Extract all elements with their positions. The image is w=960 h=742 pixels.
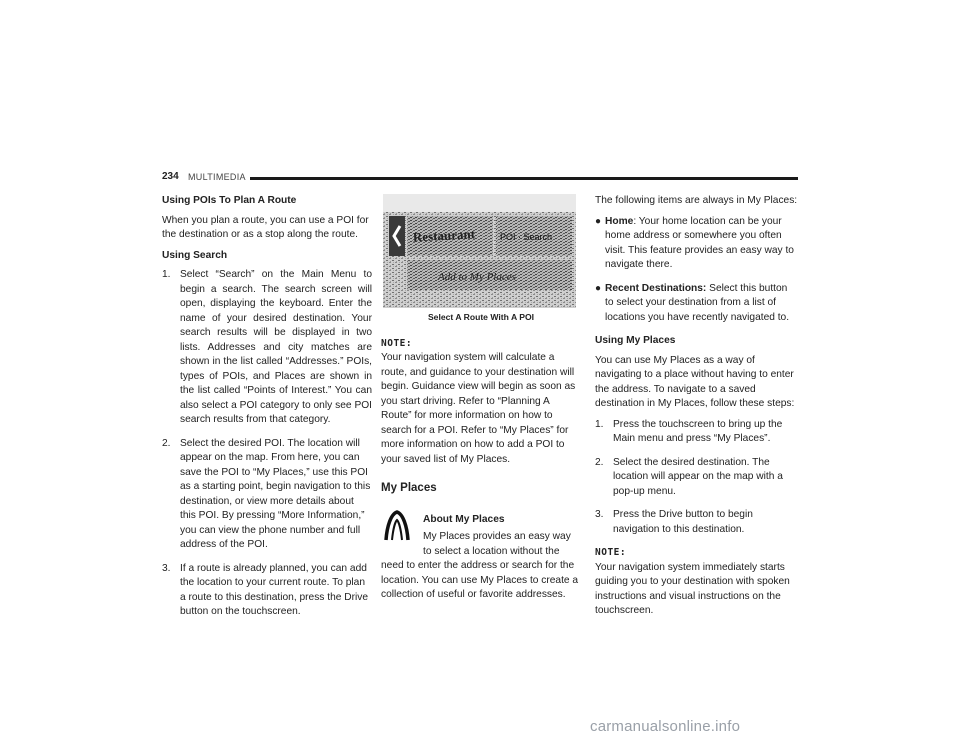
list-item	[162, 562, 372, 620]
list-item	[595, 215, 798, 273]
column-left	[162, 194, 372, 629]
about-text: My Places provides an easy way to select a location without the need to enter the address or search for the location. You can use My Places to create a collection of useful or favorite addresses.	[381, 531, 579, 600]
my-places-icon	[381, 508, 413, 542]
subheading-using-my-places: Using My Places	[595, 335, 676, 346]
using-places-intro: You can use My Places as a way of navigating to a place without having to enter the address. To navigate to a saved destination in My Places, follow these steps:	[595, 354, 795, 409]
header-rule	[250, 177, 798, 180]
step-text: If a route is already planned, you can add the location to your current route. To plan a route to this destination, press the Drive button on the touchscreen.	[180, 562, 369, 617]
heading-my-places: My Places	[381, 482, 437, 494]
step-text: Press the Drive button to begin navigation to this destination.	[613, 509, 753, 535]
about-my-places-block	[381, 508, 581, 603]
svg-text:POI · Search: POI · Search	[500, 232, 553, 242]
list-item	[162, 437, 372, 553]
note-text: Your navigation system immediately starts guiding you to your destination with spoken instructions and visual instructions on the touchscreen.	[595, 561, 790, 616]
intro-paragraph: When you plan a route, you can use a POI for the destination or as a stop along the route.	[162, 214, 369, 240]
list-item	[595, 418, 798, 447]
note-text: Your navigation system will calculate a route, and guidance to your destination will begin. Guidance view will begin as soon as you start driving. Refer to “Planning A Route” for more information on how to search for a POI. Refer to “My Places” for more information on how to add a POI to your saved list of My Places.	[381, 352, 576, 465]
step-text: Select the desired POI. The location will appear on the map. From here, you can save the POI to “My Places,” use this POI as a starting point, begin navigation to this destination, or view more details about this POI. By pressing “More Information,” you can view the phone number and full address of the POI.	[180, 437, 371, 550]
subheading-about-my-places: About My Places	[423, 513, 505, 525]
bullet-term: Recent Destinations:	[605, 282, 707, 294]
step-text: Select “Search” on the Main Menu to begin a search. The search screen will open, displaying the keyboard. Enter the name of your desired destination. Your search results will be displayed in two lists. Addresses and city matches are shown in the list called “Addresses.” POIs, types of POIs, and Places are shown in the list called “Points of Interest.” You can also select a POI category to only see POI search results from that category.	[180, 269, 372, 425]
list-item	[595, 456, 798, 500]
back-arrow-button-graphic	[389, 216, 405, 256]
svg-text:Add to My Places: Add to My Places	[438, 271, 516, 283]
step-text: Select the desired destination. The location will appear on the map with a pop-up menu.	[613, 456, 783, 497]
my-places-steps-list	[595, 418, 798, 538]
step-number: 3.	[595, 509, 604, 520]
search-steps-list	[162, 268, 372, 620]
note-label: NOTE:	[595, 547, 627, 558]
step-number: 1.	[595, 418, 604, 430]
watermark-link[interactable]: carmanualsonline.info	[590, 718, 741, 735]
column-right	[595, 194, 798, 625]
bullet-term: Home	[605, 215, 634, 227]
step-number: 2.	[162, 437, 171, 449]
list-item	[595, 282, 798, 326]
touchscreen-illustration	[383, 194, 576, 308]
heading-using-pois: Using POIs To Plan A Route	[162, 195, 297, 206]
step-number: 1.	[162, 269, 171, 280]
list-item	[162, 268, 372, 428]
bullet-icon: ●	[595, 215, 602, 227]
list-item	[595, 508, 798, 537]
subheading-using-search: Using Search	[162, 249, 228, 261]
step-number: 3.	[162, 562, 171, 574]
bullet-text: : Your home location can be your home address or somewhere you often visit. This feature provides an easy way to navigate there.	[605, 215, 794, 270]
section-title: MULTIMEDIA	[188, 172, 246, 182]
bullet-icon: ●	[595, 282, 602, 294]
column-middle	[381, 194, 581, 609]
places-bullet-list	[595, 215, 798, 326]
step-text: Press the touchscreen to bring up the Main menu and press “My Places”.	[613, 418, 783, 444]
note-label: NOTE:	[381, 337, 413, 349]
page-header	[162, 171, 798, 185]
step-number: 2.	[595, 456, 604, 468]
figure-caption: Select A Route With A POI	[427, 312, 535, 322]
svg-text:Restaurant: Restaurant	[412, 226, 476, 245]
touchscreen-figure	[383, 194, 576, 308]
bullet-text: Select this button to select your destination from a list of locations you have recently navigated to.	[605, 282, 790, 323]
places-intro: The following items are always in My Places:	[595, 195, 798, 206]
page-number: 234	[162, 171, 179, 182]
